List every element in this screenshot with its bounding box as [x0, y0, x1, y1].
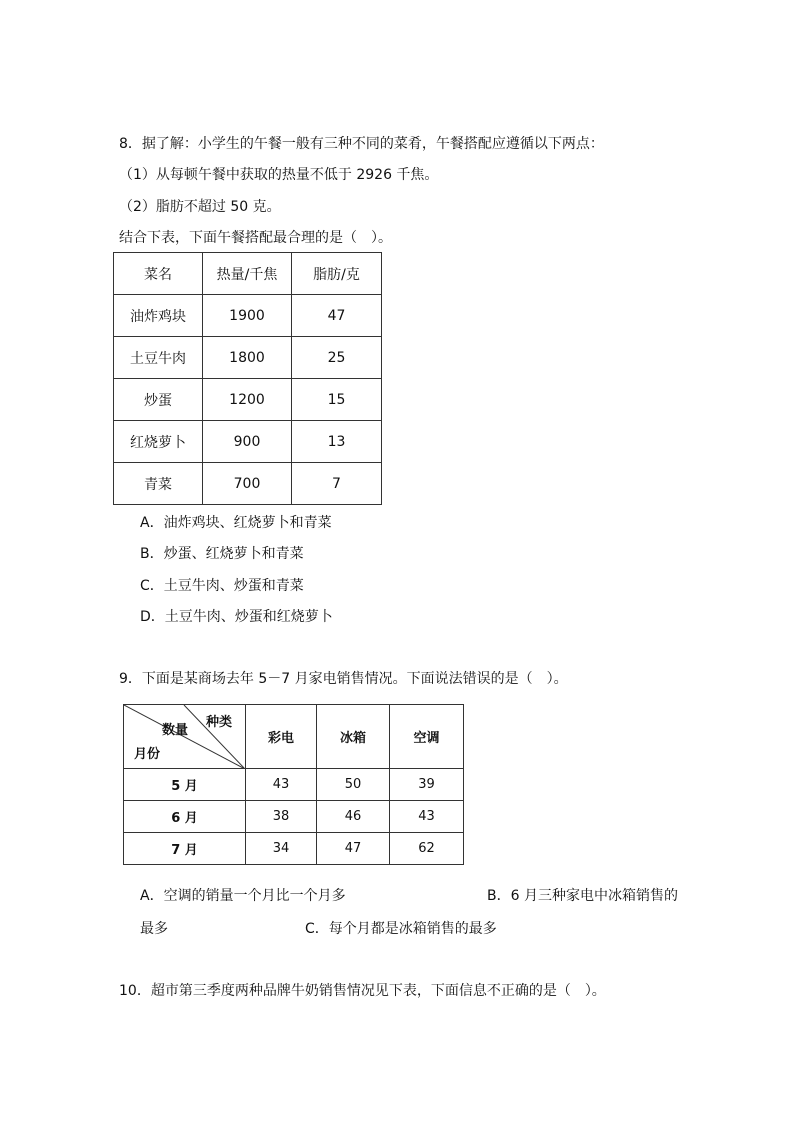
cell-dish: 红烧萝卜 [114, 421, 203, 463]
table-row [114, 295, 382, 337]
cell-value: 62 [390, 833, 464, 865]
corner-diagonal-header [124, 705, 246, 769]
corner-label-type: 种类 [206, 715, 233, 730]
table-row [114, 463, 382, 505]
cell-fat: 7 [292, 463, 382, 505]
q8-option-d[interactable]: D．土豆牛肉、炒蛋和红烧萝卜 [140, 609, 333, 625]
q9-option-b-continued: 最多 [140, 921, 168, 937]
cell-fat: 15 [292, 379, 382, 421]
corner-label-quantity: 数量 [162, 723, 189, 738]
table-header-row [124, 705, 464, 769]
table-row [114, 337, 382, 379]
header-fat: 脂肪/克 [292, 253, 382, 295]
cell-value: 43 [246, 769, 317, 801]
header-tv: 彩电 [246, 705, 317, 769]
cell-value: 46 [317, 801, 390, 833]
q9-stem: 9．下面是某商场去年 5－7 月家电销售情况。下面说法错误的是（ ）。 [119, 671, 568, 687]
q8-condition-1: （1）从每顿午餐中获取的热量不低于 2926 千焦。 [119, 167, 439, 183]
cell-fat: 47 [292, 295, 382, 337]
cell-dish: 油炸鸡块 [114, 295, 203, 337]
q9-option-c[interactable]: C．每个月都是冰箱销售的最多 [305, 921, 497, 937]
cell-value: 47 [317, 833, 390, 865]
q9-option-a[interactable]: A．空调的销量一个月比一个月多 [140, 888, 346, 904]
table-row [124, 801, 464, 833]
cell-dish: 炒蛋 [114, 379, 203, 421]
cell-fat: 13 [292, 421, 382, 463]
q8-option-a[interactable]: A．油炸鸡块、红烧萝卜和青菜 [140, 515, 332, 531]
cell-calories: 1200 [203, 379, 292, 421]
q9-appliance-sales-table [123, 704, 464, 865]
cell-value: 50 [317, 769, 390, 801]
q8-option-c[interactable]: C．土豆牛肉、炒蛋和青菜 [140, 578, 304, 594]
cell-value: 43 [390, 801, 464, 833]
cell-calories: 1800 [203, 337, 292, 379]
q9-option-b[interactable]: B．6 月三种家电中冰箱销售的 [487, 888, 678, 904]
cell-value: 39 [390, 769, 464, 801]
cell-calories: 1900 [203, 295, 292, 337]
table-row [124, 833, 464, 865]
q8-nutrition-table [113, 252, 382, 505]
table-row [114, 421, 382, 463]
header-fridge: 冰箱 [317, 705, 390, 769]
q8-condition-2: （2）脂肪不超过 50 克。 [119, 199, 281, 215]
q10-stem: 10．超市第三季度两种品牌牛奶销售情况见下表，下面信息不正确的是（ ）。 [119, 983, 606, 999]
q8-prompt: 结合下表，下面午餐搭配最合理的是（ ）。 [119, 230, 392, 246]
cell-fat: 25 [292, 337, 382, 379]
header-dish-name: 菜名 [114, 253, 203, 295]
cell-month: 7 月 [124, 833, 246, 865]
corner-label-month: 月份 [134, 747, 161, 762]
header-ac: 空调 [390, 705, 464, 769]
cell-month: 5 月 [124, 769, 246, 801]
q8-stem: 8．据了解：小学生的午餐一般有三种不同的菜肴，午餐搭配应遵循以下两点： [119, 136, 604, 152]
cell-value: 38 [246, 801, 317, 833]
table-row [124, 769, 464, 801]
table-header-row [114, 253, 382, 295]
header-calories: 热量/千焦 [203, 253, 292, 295]
table-row [114, 379, 382, 421]
q8-option-b[interactable]: B．炒蛋、红烧萝卜和青菜 [140, 546, 304, 562]
cell-dish: 青菜 [114, 463, 203, 505]
cell-dish: 土豆牛肉 [114, 337, 203, 379]
cell-calories: 700 [203, 463, 292, 505]
cell-calories: 900 [203, 421, 292, 463]
cell-value: 34 [246, 833, 317, 865]
cell-month: 6 月 [124, 801, 246, 833]
